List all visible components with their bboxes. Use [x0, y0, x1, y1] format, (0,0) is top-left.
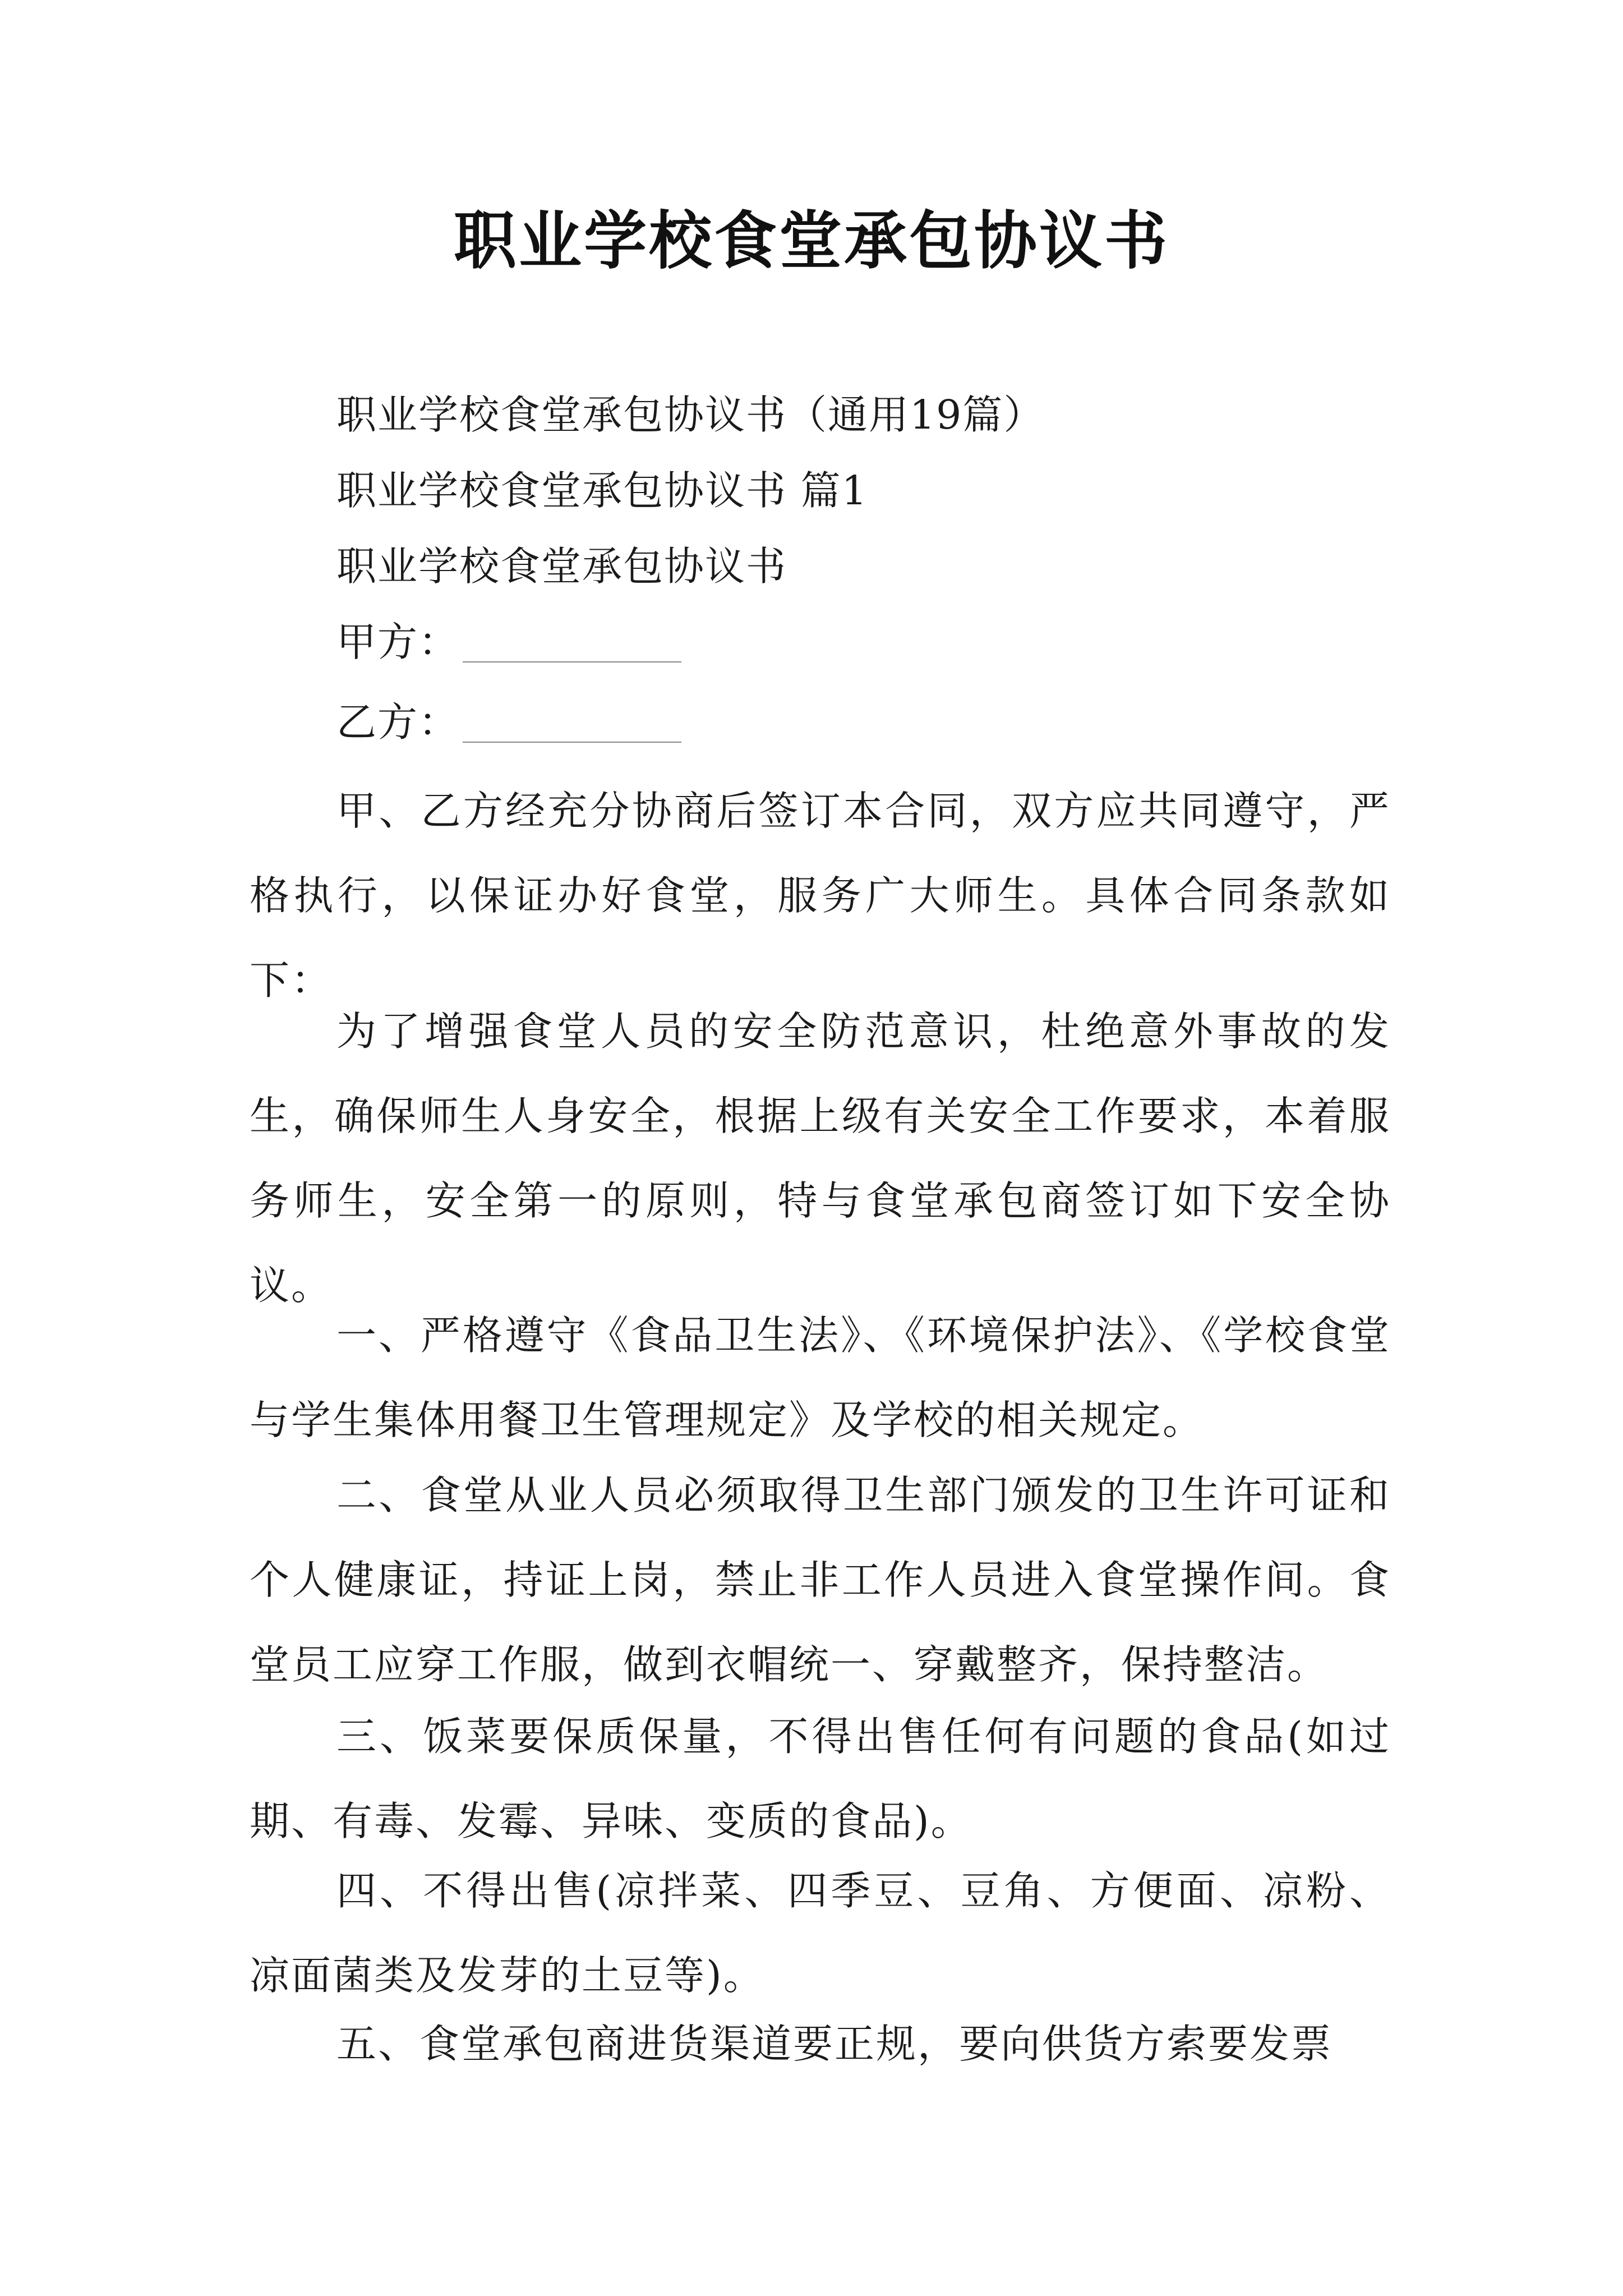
document-title: 职业学校食堂承包协议书: [454, 204, 1169, 278]
clause-3: 三、饭菜要保质保量，不得出售任何有问题的食品(如过期、有毒、发霉、异味、变质的食品)。: [250, 1713, 1391, 1844]
party-a-blank: [463, 622, 681, 662]
paragraph-intro: 甲、乙方经充分协商后签订本合同，双方应共同遵守，严格执行，以保证办好食堂，服务广大师生。具体合同条款如下：: [250, 788, 1391, 1004]
clause-4: 四、不得出售(凉拌菜、四季豆、豆角、方便面、凉粉、凉面菌类及发芽的土豆等)。: [250, 1867, 1391, 1999]
party-a-label: 甲方：: [336, 619, 460, 665]
paragraph-purpose: 为了增强食堂人员的安全防范意识，杜绝意外事故的发生，确保师生人身安全，根据上级有关安全工作要求，本着服务师生，安全第一的原则，特与食堂承包商签订如下安全协议。: [250, 1008, 1391, 1309]
clause-2: 二、食堂从业人员必须取得卫生部门颁发的卫生许可证和个人健康证，持证上岗，禁止非工作人员进入食堂操作间。食堂员工应穿工作服，做到衣帽统一、穿戴整齐，保持整洁。: [250, 1472, 1391, 1688]
clause-1: 一、严格遵守《食品卫生法》、《环境保护法》、《学校食堂与学生集体用餐卫生管理规定》及学校的相关规定。: [250, 1312, 1391, 1443]
party-b-line: [336, 694, 681, 751]
doc-heading: 职业学校食堂承包协议书: [336, 543, 787, 590]
section-heading: 职业学校食堂承包协议书 篇1: [336, 467, 868, 514]
party-a-line: [336, 614, 681, 670]
clause-5: 五、食堂承包商进货渠道要正规，要向供货方索要发票: [336, 2021, 1333, 2067]
party-b-label: 乙方：: [336, 699, 460, 746]
party-b-blank: [463, 702, 681, 743]
document-subtitle: 职业学校食堂承包协议书（通用19篇）: [336, 392, 1045, 438]
